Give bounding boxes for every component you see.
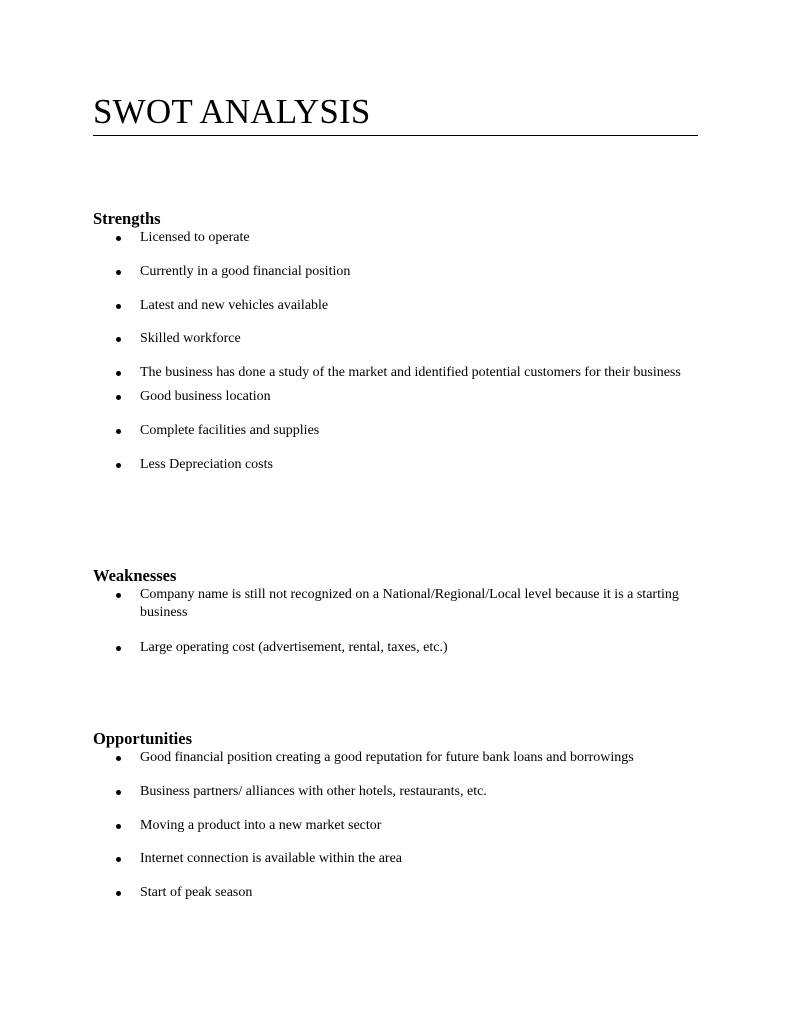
list-item <box>93 749 698 767</box>
bullet-icon <box>116 236 121 241</box>
weaknesses-heading: Weaknesses <box>93 566 177 585</box>
strengths-list <box>93 229 698 474</box>
list-item <box>93 422 698 440</box>
bullet-icon <box>116 891 121 896</box>
bullet-icon <box>116 270 121 275</box>
bullet-icon <box>116 790 121 795</box>
bullet-icon <box>116 337 121 342</box>
bullet-icon <box>116 429 121 434</box>
weaknesses-list <box>93 586 698 657</box>
list-item <box>93 364 698 382</box>
list-item-text: Licensed to operate <box>140 230 250 245</box>
list-item <box>93 297 698 315</box>
weaknesses-section <box>93 566 698 673</box>
bullet-icon <box>116 395 121 400</box>
bullet-icon <box>116 646 121 651</box>
strengths-section <box>93 209 698 490</box>
list-item <box>93 884 698 902</box>
list-item-text: Good business location <box>140 389 271 405</box>
list-item-text: Business partners/ alliances with other hotels, restaurants, etc. <box>140 783 487 799</box>
list-item <box>93 229 698 247</box>
list-item-text: Good financial position creating a good reputation for future bank loans and borrowings <box>140 750 634 765</box>
opportunities-section <box>93 729 698 918</box>
strengths-heading: Strengths <box>93 209 161 228</box>
list-item-text: Latest and new vehicles available <box>140 297 329 313</box>
list-item <box>93 330 698 348</box>
list-item-text: The business has done a study of the market and identified potential customers for their business <box>140 365 681 381</box>
bullet-icon <box>116 824 121 829</box>
list-item-text: Company name is still not recognized on a National/Regional/Local level because it is a starting business <box>140 587 679 620</box>
opportunities-list <box>93 749 698 902</box>
list-item <box>93 388 698 406</box>
list-item-text: Start of peak season <box>140 885 253 901</box>
list-item-text: Moving a product into a new market sector <box>140 817 382 833</box>
bullet-icon <box>116 463 121 468</box>
list-item <box>93 817 698 835</box>
list-item <box>93 586 698 622</box>
list-item-text: Skilled workforce <box>140 331 241 347</box>
list-item-text: Currently in a good financial position <box>140 263 351 279</box>
page-title: SWOT ANALYSIS <box>93 92 371 131</box>
list-item <box>93 783 698 801</box>
list-item <box>93 456 698 474</box>
bullet-icon <box>116 371 121 376</box>
bullet-icon <box>116 857 121 862</box>
bullet-icon <box>116 304 121 309</box>
list-item-text: Less Depreciation costs <box>140 456 273 472</box>
list-item-text: Large operating cost (advertisement, rental, taxes, etc.) <box>140 640 448 655</box>
list-item-text: Complete facilities and supplies <box>140 422 320 438</box>
title-underline <box>93 135 698 136</box>
bullet-icon <box>116 756 121 761</box>
list-item <box>93 639 698 657</box>
list-item <box>93 850 698 868</box>
bullet-icon <box>116 593 121 598</box>
list-item-text: Internet connection is available within the area <box>140 851 403 867</box>
list-item <box>93 263 698 281</box>
opportunities-heading: Opportunities <box>93 729 193 748</box>
